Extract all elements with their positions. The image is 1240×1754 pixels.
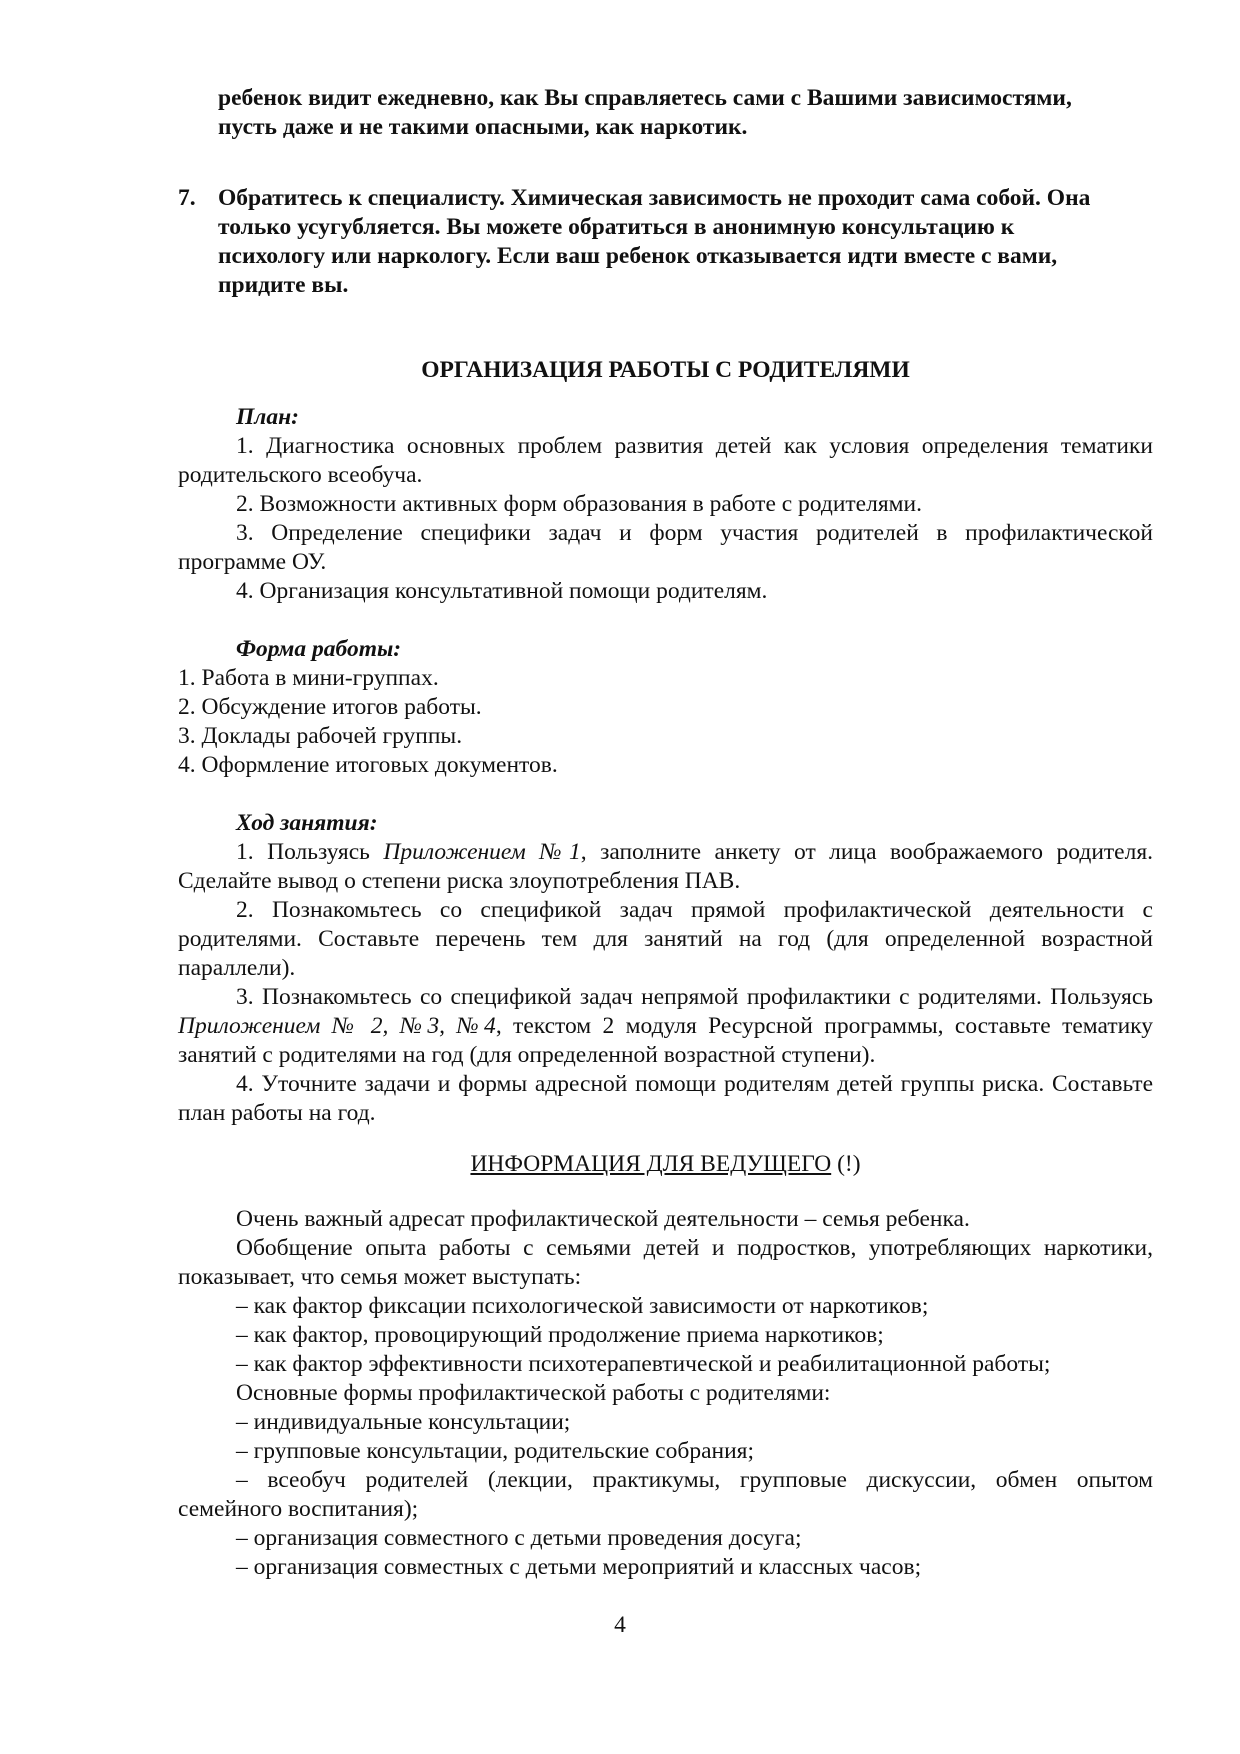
info-heading-underlined: ИНФОРМАЦИЯ ДЛЯ ВЕДУЩЕГО	[470, 1151, 832, 1177]
hod-title: Ход занятия:	[236, 810, 378, 836]
forma-section	[178, 635, 1153, 780]
plan-item: 2. Возможности активных форм образования в работе с родителями.	[236, 491, 922, 517]
info-heading-suffix: (!)	[831, 1151, 861, 1177]
hod-item-text: , текстом 2 модуля Ресурсной программы, составьте тематику занятий с родителями на год (для определенной возрастной ступени).	[178, 1013, 1153, 1068]
plan-title: План:	[236, 404, 299, 430]
forma-item: 4. Оформление итоговых документов.	[178, 752, 558, 778]
hod-item-text: 1. Пользуясь	[236, 839, 384, 865]
info-line: – организация совместного с детьми проведения досуга;	[236, 1525, 802, 1551]
forma-item: 2. Обсуждение итогов работы.	[178, 694, 482, 720]
plan-item: 4. Организация консультативной помощи родителям.	[236, 578, 768, 604]
list-item-7	[178, 184, 1153, 300]
info-line: – как фактор, провоцирующий продолжение приема наркотиков;	[236, 1322, 884, 1348]
plan-item: 3. Определение специфики задач и форм участия родителей в профилактической программе ОУ.	[178, 520, 1153, 575]
intro-line: ребенок видит ежедневно, как Вы справляетесь сами с Вашими зависимостями,	[218, 85, 1072, 111]
info-line: – групповые консультации, родительские собрания;	[236, 1438, 754, 1464]
list-item-line: придите вы.	[218, 272, 349, 298]
plan-item: 1. Диагностика основных проблем развития детей как условия определения тематики родительского всеобуча.	[178, 433, 1153, 488]
hod-item-text: 3. Познакомьтесь со спецификой задач непрямой профилактики с родителями. Пользуясь	[236, 984, 1153, 1010]
appendix-reference: Приложением № 2, №3, №4	[178, 1013, 496, 1039]
page-number: 4	[614, 1612, 626, 1638]
hod-item-4: 4. Уточните задачи и формы адресной помощи родителям детей группы риска. Составьте план работы на год.	[178, 1071, 1153, 1126]
list-item-line: Обратитесь к специалисту. Химическая зависимость не проходит сама собой. Она	[218, 185, 1091, 211]
info-line: – организация совместных с детьми мероприятий и классных часов;	[236, 1554, 922, 1580]
appendix-reference: Приложением №1	[383, 839, 581, 865]
document-page	[178, 84, 1153, 1582]
hod-item-text: , заполните анкету от лица воображаемого родителя. Сделайте вывод о степени риска злоупотребления ПАВ.	[178, 839, 1154, 894]
forma-item: 3. Доклады рабочей группы.	[178, 723, 463, 749]
hod-item-2: 2. Познакомьтесь со спецификой задач прямой профилактической деятельности с родителями. Составьте перечень тем для занятий на год (для определенной возрастной параллели).	[178, 897, 1153, 981]
info-section	[178, 1205, 1153, 1582]
info-heading	[178, 1150, 1153, 1179]
list-item-number: 7.	[178, 185, 196, 211]
info-line: – как фактор фиксации психологической зависимости от наркотиков;	[236, 1293, 929, 1319]
forma-title: Форма работы:	[236, 636, 402, 662]
hod-section	[178, 809, 1153, 1128]
info-line: – всеобуч родителей (лекции, практикумы, групповые дискуссии, обмен опытом семейного воспитания);	[178, 1467, 1153, 1522]
hod-item-3	[178, 983, 1153, 1070]
info-line: – индивидуальные консультации;	[236, 1409, 571, 1435]
info-line: – как фактор эффективности психотерапевтической и реабилитационной работы;	[236, 1351, 1051, 1377]
info-line: Очень важный адресат профилактической деятельности – семья ребенка.	[236, 1206, 970, 1232]
list-item-line: только усугубляется. Вы можете обратиться в анонимную консультацию к	[218, 214, 1015, 240]
info-line: Основные формы профилактической работы с родителями:	[236, 1380, 831, 1406]
intro-line: пусть даже и не такими опасными, как наркотик.	[218, 114, 748, 140]
section-heading: ОРГАНИЗАЦИЯ РАБОТЫ С РОДИТЕЛЯМИ	[421, 357, 910, 383]
intro-paragraph	[178, 84, 1153, 142]
list-item-text	[218, 184, 1153, 300]
list-item-line: психологу или наркологу. Если ваш ребенок отказывается идти вместе с вами,	[218, 243, 1058, 269]
forma-item: 1. Работа в мини-группах.	[178, 665, 439, 691]
info-line: Обобщение опыта работы с семьями детей и подростков, употребляющих наркотики, показывает, что семья может выступать:	[178, 1235, 1153, 1290]
plan-section	[178, 403, 1153, 606]
hod-item-1	[178, 838, 1153, 896]
